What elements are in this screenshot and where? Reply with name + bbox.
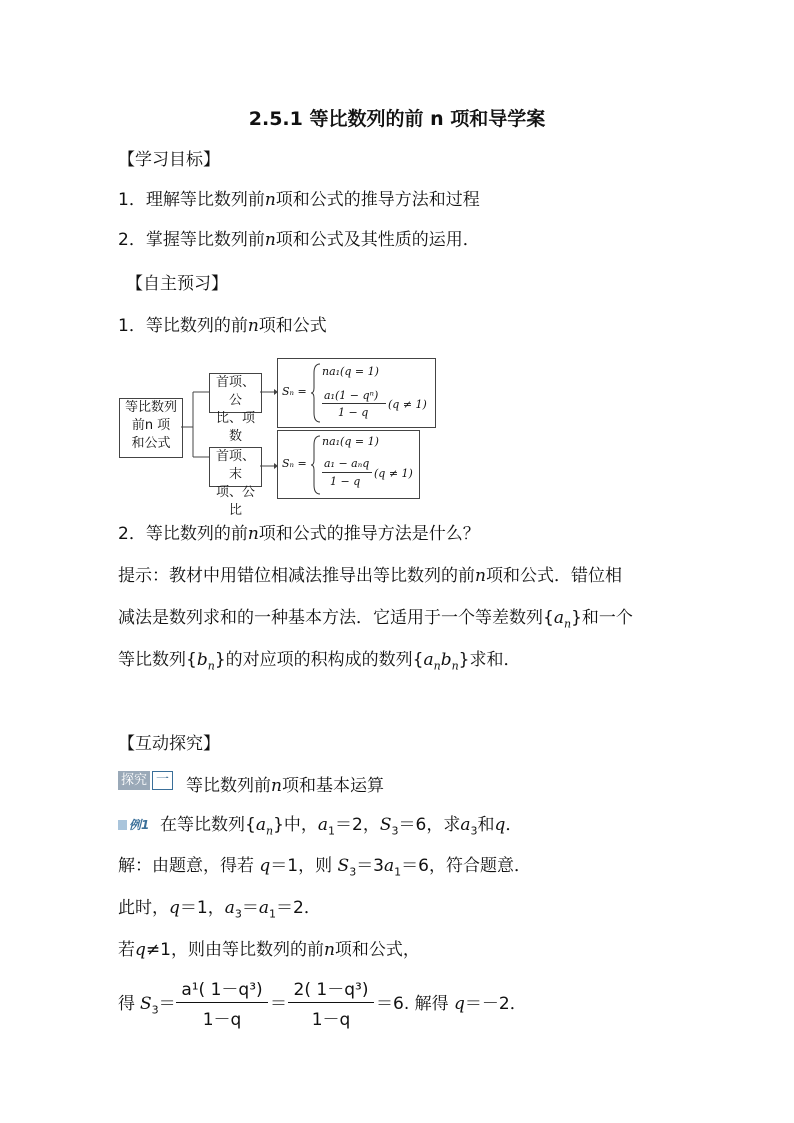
solution-line-3: 若q≠1，则由等比数列的前n项和公式， — [118, 940, 420, 960]
section-goals: 【学习目标】 — [118, 150, 220, 170]
example-icon — [118, 820, 127, 830]
section-preview: 【自主预习】 — [126, 274, 228, 294]
formula-box-top: Sₙ = na₁(q = 1) a₁(1 − qⁿ) 1 − q (q ≠ 1) — [277, 358, 436, 428]
section-interactive: 【互动探究】 — [118, 734, 220, 754]
hint-line-2: 减法是数列求和的一种基本方法．它适用于一个等差数列$\{a_n\}$和一个 — [118, 608, 633, 631]
diagram-top-condition-box: 首项、公 比、项数 — [209, 373, 262, 413]
solution-line-2: 此时，q＝1，$a_3=a_1=2$． — [118, 898, 321, 921]
fraction-1: a¹( 1－q³) 1－q — [176, 975, 268, 1030]
diagram-root-box: 等比数列 前n 项 和公式 — [119, 398, 183, 458]
page-title: 2.5.1 等比数列的前 n 项和导学案 — [248, 108, 546, 130]
example-text: 在等比数列$\{a_n\}$中，$a_1=2$，$S_3=6$，求$a_3$和q． — [160, 815, 523, 838]
fraction-2: 2( 1－q³) 1－q — [288, 975, 374, 1030]
explore-badge: 探究 一 — [118, 771, 173, 790]
example-tag: 例1 — [118, 816, 149, 833]
solution-line-1: 解：由题意，得若 q＝1，则 $S_3=3a_1=6$，符合题意． — [118, 856, 531, 879]
hint-line-3: 等比数列$\{b_n\}$的对应项的积构成的数列$\{a_nb_n\}$求和． — [118, 650, 521, 673]
goal-1: 1．理解等比数列前n项和公式的推导方法和过程 — [118, 190, 480, 210]
hint-line-1: 提示：教材中用错位相减法推导出等比数列的前n项和公式．错位相 — [118, 566, 622, 586]
formula-box-bottom: Sₙ = na₁(q = 1) a₁ − aₙq 1 − q (q ≠ 1) — [277, 430, 420, 499]
preview-question-2: 2．等比数列的前n项和公式的推导方法是什么？ — [118, 524, 480, 544]
diagram-arrows — [260, 380, 278, 480]
explore-heading: 等比数列前n项和基本运算 — [186, 776, 384, 796]
preview-question-1: 1．等比数列的前n项和公式 — [118, 316, 327, 336]
diagram-branch-connector — [181, 370, 211, 470]
goal-2: 2．掌握等比数列前n项和公式及其性质的运用． — [118, 230, 480, 250]
diagram-bottom-condition-box: 首项、末 项、公比 — [209, 447, 262, 487]
